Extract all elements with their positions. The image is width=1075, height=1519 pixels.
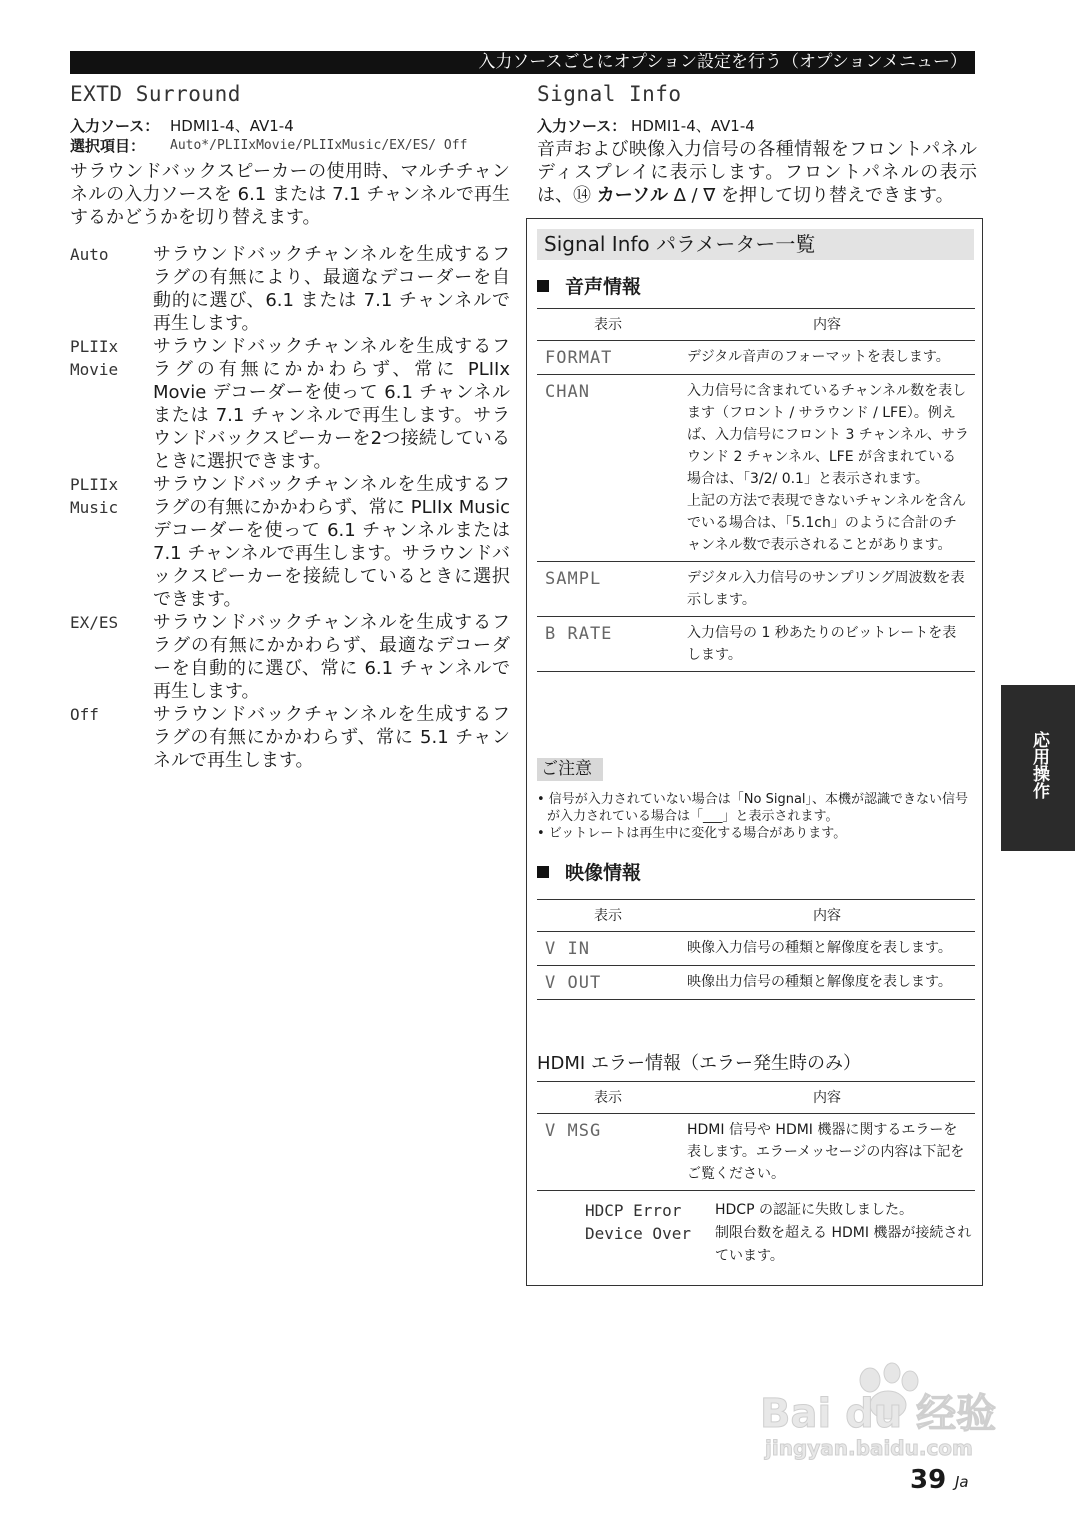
table-row xyxy=(537,932,975,966)
display-code: CHAN xyxy=(537,375,679,562)
page-header-bar: 入力ソースごとにオプション設定を行う（オプションメニュー） xyxy=(70,51,975,74)
table-row xyxy=(537,341,975,375)
page-number: 39 xyxy=(910,1465,947,1495)
cursor-key-label: カーソル xyxy=(596,185,669,206)
video-info-table xyxy=(537,899,975,1000)
option-key: Off xyxy=(70,705,99,724)
error-row xyxy=(585,1199,975,1222)
table-header xyxy=(537,1082,975,1114)
hdmi-error-table xyxy=(537,1081,975,1191)
col-display: 表示 xyxy=(537,1082,679,1114)
table-row xyxy=(537,1114,975,1191)
option-text: サラウンドバックチャンネルを生成するフラグの有無にかかわらず、常に PLIIx Movie デコーダーを使って 6.1 チャンネルまたは 7.1 チャンネルで再生します。サラウンドバックスピーカーを2つ接続しているときに選択できます。 xyxy=(153,336,510,472)
section-title: EXTD Surround xyxy=(70,82,241,106)
video-heading: 映像情報 xyxy=(537,858,641,885)
col-display: 表示 xyxy=(537,900,679,932)
option-item xyxy=(70,611,510,703)
option-item xyxy=(70,243,510,335)
table-row xyxy=(537,617,975,672)
chapter-side-tab: 応用操作 xyxy=(1001,685,1075,851)
col-display: 表示 xyxy=(537,309,679,341)
display-code: SAMPL xyxy=(537,562,679,617)
option-text: サラウンドバックチャンネルを生成するフラグの有無にかかわらず、常に PLIIx Music デコーダーを使って 6.1 チャンネルまたは 7.1 チャンネルで再生します。サラウンドバックスピーカーを接続しているときに選択できます。 xyxy=(153,474,510,610)
audio-heading: 音声情報 xyxy=(537,272,641,299)
table-row xyxy=(537,966,975,1000)
input-source-value: HDMI1-4、AV1-4 xyxy=(170,117,294,135)
option-item xyxy=(70,335,510,473)
note-item: • 信号が入力されていない場合は「No Signal」、本機が認識できない信号が入力されている場合は「___」と表示されます。 xyxy=(537,792,969,824)
input-source-label: 入力ソース： xyxy=(70,117,160,135)
input-source-label: 入力ソース： xyxy=(537,117,627,135)
signal-info-section xyxy=(537,82,977,207)
signal-info-parameter-box xyxy=(526,218,983,1286)
audio-info-table xyxy=(537,308,975,672)
option-text: サラウンドバックチャンネルを生成するフラグの有無にかかわらず、常に 5.1 チャンネルで再生します。 xyxy=(153,704,510,771)
option-list xyxy=(70,243,510,772)
content-cell xyxy=(679,375,975,562)
square-bullet-icon xyxy=(537,866,549,878)
select-item-label: 選択項目： xyxy=(70,137,146,155)
col-content: 内容 xyxy=(679,309,975,341)
hdmi-error-messages xyxy=(585,1199,975,1268)
display-code: B RATE xyxy=(537,617,679,672)
meta-info xyxy=(70,116,510,156)
option-key: EX/ES xyxy=(70,613,119,632)
note-item: • ビットレートは再生中に変化する場合があります。 xyxy=(537,826,847,841)
desc-text: 音声および映像入力信号の各種情報をフロントパネルディスプレイに表示します。フロントパネルの表示は、 xyxy=(537,139,977,206)
input-source-value: HDMI1-4、AV1-4 xyxy=(631,117,755,135)
option-key: PLIIx Movie xyxy=(70,337,119,379)
watermark-line2: jingyan.baidu.com xyxy=(765,1436,973,1460)
extd-surround-section xyxy=(70,82,510,772)
content-text-extra: 上記の方法で表現できないチャンネルを含んでいる場合は、「5.1ch」のように合計のチャンネル数で表示されることがあります。 xyxy=(687,493,967,553)
error-desc: HDCP の認証に失敗しました。 xyxy=(715,1202,913,1218)
key-number: ⑭ xyxy=(573,185,591,206)
option-item xyxy=(70,473,510,611)
option-text: サラウンドバックチャンネルを生成するフラグの有無にかかわらず、最適なデコーダーを自動的に選び、常に 6.1 チャンネルで再生します。 xyxy=(153,612,510,702)
display-code: V MSG xyxy=(537,1114,679,1191)
section-description: サラウンドバックスピーカーの使用時、マルチチャンネルの入力ソースを 6.1 または 7.1 チャンネルで再生するかどうかを切り替えます。 xyxy=(70,161,510,228)
content-text: デジタル入力信号のサンプリング周波数を表示します。 xyxy=(679,562,975,617)
meta-info xyxy=(537,116,977,136)
table-row xyxy=(537,562,975,617)
display-code: V IN xyxy=(537,932,679,966)
content-text: HDMI 信号や HDMI 機器に関するエラーを表します。エラーメッセージの内容は下記をご覧ください。 xyxy=(679,1114,975,1191)
content-text: 映像入力信号の種類と解像度を表します。 xyxy=(679,932,975,966)
baidu-watermark-logo xyxy=(760,1355,1010,1465)
hdmi-error-heading: HDMI エラー情報（エラー発生時のみ） xyxy=(537,1053,861,1074)
page-language: Ja xyxy=(955,1473,969,1491)
box-title: Signal Info パラメーター一覧 xyxy=(537,229,974,260)
table-row xyxy=(537,375,975,562)
section-title: Signal Info xyxy=(537,82,682,106)
select-item-value: Auto*/PLIIxMovie/PLIIxMusic/EX/ES/ Off xyxy=(170,138,468,153)
option-text: サラウンドバックチャンネルを生成するフラグの有無により、最適なデコーダーを自動的に選び、6.1 または 7.1 チャンネルで再生します。 xyxy=(153,244,510,334)
caution-label: ご注意 xyxy=(537,758,603,781)
col-content: 内容 xyxy=(679,900,975,932)
content-text: デジタル音声のフォーマットを表します。 xyxy=(679,341,975,375)
watermark-line1: Bai du 经验 xyxy=(760,1391,997,1437)
option-item xyxy=(70,703,510,772)
content-text: 入力信号の 1 秒あたりのビットレートを表します。 xyxy=(679,617,975,672)
section-description xyxy=(537,138,977,207)
display-code: FORMAT xyxy=(537,341,679,375)
col-content: 内容 xyxy=(679,1082,975,1114)
error-desc: 制限台数を超える HDMI 機器が接続されています。 xyxy=(715,1225,972,1264)
error-row xyxy=(585,1222,975,1268)
table-header xyxy=(537,900,975,932)
content-text: 映像出力信号の種類と解像度を表します。 xyxy=(679,966,975,1000)
display-code: V OUT xyxy=(537,966,679,1000)
option-key: Auto xyxy=(70,245,109,264)
error-code: Device Over xyxy=(585,1224,691,1243)
square-bullet-icon xyxy=(537,280,549,292)
desc-text-end: ∆ / ∇ を押して切り替えできます。 xyxy=(668,185,954,206)
caution-notes xyxy=(537,791,977,842)
content-text: 入力信号に含まれているチャンネル数を表します（フロント / サラウンド / LFE）。例えば、入力信号にフロント 3 チャンネル、サラウンド 2 チャンネル、LFE が含まれている場合は、「3/2/ 0.1」と表示されます。 xyxy=(687,383,969,487)
table-header xyxy=(537,309,975,341)
option-key: PLIIx Music xyxy=(70,475,119,517)
error-code: HDCP Error xyxy=(585,1201,682,1220)
